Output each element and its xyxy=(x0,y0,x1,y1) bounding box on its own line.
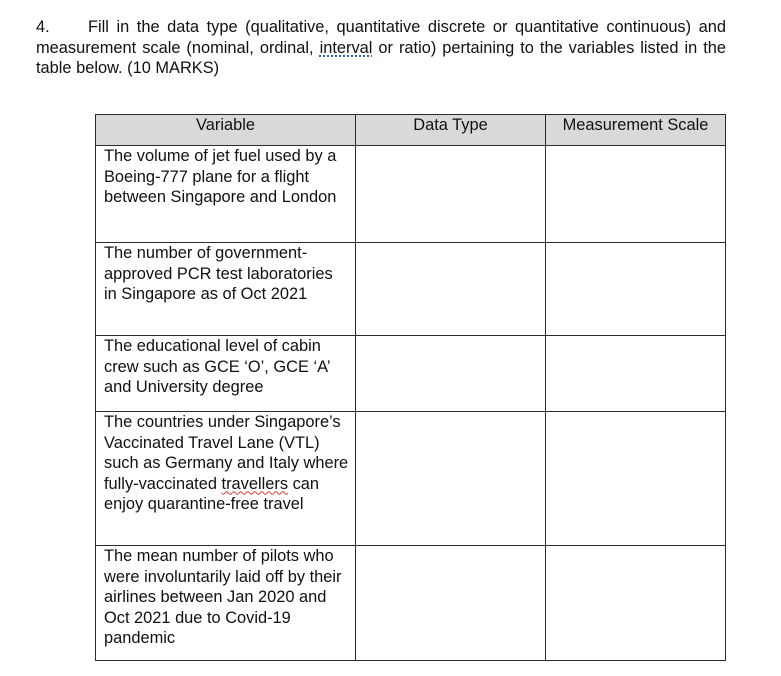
measurement-scale-cell[interactable] xyxy=(546,243,726,336)
question-interval-word: interval xyxy=(319,38,373,57)
variable-text-part1: The countries under Singapore’s Vaccinated Travel Lane (VTL) such as Germany and Italy where fully-vaccinated xyxy=(104,413,349,493)
measurement-scale-cell[interactable] xyxy=(546,146,726,243)
table-header-row xyxy=(96,115,726,146)
data-type-cell[interactable] xyxy=(356,546,546,661)
question-text-part1: Fill in the data type (qualitative, quantitative discrete or quantitative continuous) and measurement scale (nominal, ordinal, xyxy=(36,18,726,57)
header-measurement-scale: Measurement Scale xyxy=(546,115,726,146)
variable-cell: The educational level of cabin crew such as GCE ‘O’, GCE ‘A’ and University degree xyxy=(96,336,356,412)
question-number: 4. xyxy=(36,18,50,36)
variable-cell: The number of government-approved PCR test laboratories in Singapore as of Oct 2021 xyxy=(96,243,356,336)
header-data-type: Data Type xyxy=(356,115,546,146)
spellcheck-flagged-word: travellers xyxy=(221,474,289,493)
measurement-scale-cell[interactable] xyxy=(546,546,726,661)
measurement-scale-cell[interactable] xyxy=(546,336,726,412)
variable-cell: The mean number of pilots who were involuntarily laid off by their airlines between Jan 2020 and Oct 2021 due to Covid-19 pandemic xyxy=(96,546,356,661)
data-type-cell[interactable] xyxy=(356,146,546,243)
table-row xyxy=(96,336,726,412)
header-variable: Variable xyxy=(96,115,356,146)
variable-cell xyxy=(96,412,356,546)
table-row xyxy=(96,546,726,661)
variable-cell: The volume of jet fuel used by a Boeing-777 plane for a flight between Singapore and London xyxy=(96,146,356,243)
variables-table xyxy=(95,114,726,661)
question-text xyxy=(36,17,726,79)
question-text-part2: or ratio) pertaining to the variables listed in the table below. (10 MARKS) xyxy=(36,38,727,77)
data-type-cell[interactable] xyxy=(356,243,546,336)
table-row xyxy=(96,146,726,243)
table-row xyxy=(96,412,726,546)
measurement-scale-cell[interactable] xyxy=(546,412,726,546)
data-type-cell[interactable] xyxy=(356,336,546,412)
table-row xyxy=(96,243,726,336)
data-type-cell[interactable] xyxy=(356,412,546,546)
variable-text-part2: can enjoy quarantine-free travel xyxy=(104,474,320,513)
